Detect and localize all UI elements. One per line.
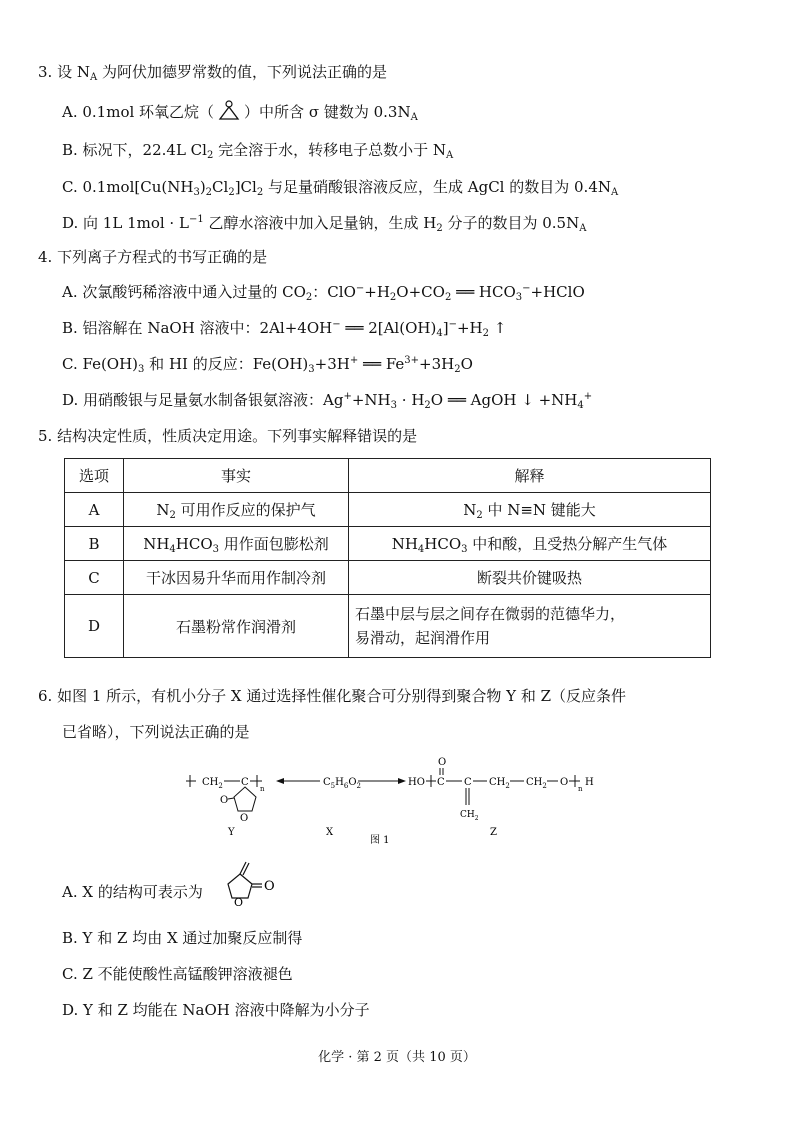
q3-option-b: B. 标况下，22.4L $Cl_2$ 完全溶于水，转移电子总数小于 $N_A$ <box>62 141 454 161</box>
header-option: 选项 <box>65 459 124 493</box>
q6-stem-line2: 已省略），下列说法正确的是 <box>62 723 250 741</box>
reaction-figure <box>180 755 600 850</box>
header-explanation: 解释 <box>349 459 711 493</box>
row-option: D <box>65 595 124 658</box>
label-y: Y <box>228 827 235 838</box>
label-z: Z <box>490 827 497 838</box>
row-explanation: $NH_4HCO_3$ 中和酸，且受热分解产生气体 <box>349 527 711 561</box>
table-row <box>65 493 711 527</box>
y-n-label: n <box>260 785 265 793</box>
row-fact: 石墨粉常作润滑剂 <box>124 595 349 658</box>
q4-option-c: C. $Fe(OH)_3$ 和 HI 的反应：$Fe(OH)_3+3H^+$ ══ $Fe^{3+}+3H_2O$ <box>62 355 473 375</box>
y-ring-o: O <box>240 813 249 824</box>
q4-option-d: D. 用硝酸银与足量氨水制备银氨溶液：$Ag^++NH_3 \cdot H_2O$ ══ AgOH ↓ $+NH_4^+$ <box>62 391 593 411</box>
q6-option-b: B. Y 和 Z 均由 X 通过加聚反应制得 <box>62 929 303 947</box>
y-c-label: C <box>241 777 249 788</box>
z-ch2-b: $CH_2$ <box>526 777 547 790</box>
row-fact: $NH_4HCO_3$ 用作面包膨松剂 <box>124 527 349 561</box>
x-carbonyl-o: O <box>264 879 275 894</box>
z-c2-label: C <box>464 777 472 788</box>
page-footer: 化学 · 第 2 页（共 10 页） <box>318 1050 476 1065</box>
z-ho-label: HO <box>408 777 425 788</box>
q6-option-c: C. Z 不能使酸性高锰酸钾溶液褪色 <box>62 965 293 983</box>
row-explanation: 断裂共价键吸热 <box>349 561 711 595</box>
row-option: A <box>65 493 124 527</box>
row-fact: $N_2$ 可用作反应的保护气 <box>124 493 349 527</box>
table-row <box>65 527 711 561</box>
table-row <box>65 561 711 595</box>
y-carbonyl-o: O <box>220 795 229 806</box>
x-structure-icon <box>218 856 278 906</box>
q6-stem-line1: 6. 如图 1 所示，有机小分子 X 通过选择性催化聚合可分别得到聚合物 Y 和 Z（反应条件 <box>38 687 627 705</box>
row-fact: 干冰因易升华而用作制冷剂 <box>124 561 349 595</box>
q6-option-d: D. Y 和 Z 均能在 NaOH 溶液中降解为小分子 <box>62 1001 370 1019</box>
label-x: X <box>326 827 334 838</box>
q4-option-a: A. 次氯酸钙稀溶液中通入过量的 $CO_2$：$ClO^-+H_2O+CO_2$ ══ $HCO_3^-+HClO$ <box>62 283 585 303</box>
q4-stem: 4. 下列离子方程式的书写正确的是 <box>38 248 268 266</box>
x-ring-o: O <box>234 896 244 906</box>
q3-option-c: C. $0.1mol[Cu(NH_3)_2Cl_2]Cl_2$ 与足量硝酸银溶液反应，生成 AgCl 的数目为 $0.4N_A$ <box>62 178 619 198</box>
q3-option-d: D. 向 1L $1mol \cdot L^{-1}$ 乙醇水溶液中加入足量钠，生成 $H_2$ 分子的数目为 $0.5N_A$ <box>62 214 587 234</box>
z-o-label: O <box>560 777 569 788</box>
table-header-row <box>65 459 711 493</box>
z-n-label: n <box>578 785 583 793</box>
z-c-label: C <box>437 777 445 788</box>
z-ch2-exo: $CH_2$ <box>460 810 479 822</box>
z-ch2-a: $CH_2$ <box>489 777 510 790</box>
row-option: C <box>65 561 124 595</box>
row-option: B <box>65 527 124 561</box>
q6-option-a: A. X 的结构可表示为 <box>62 883 203 901</box>
x-formula: $C_5H_6O_2$ <box>323 777 361 790</box>
table-row <box>65 595 711 658</box>
z-h-label: H <box>585 777 594 788</box>
z-o-top: O <box>438 757 447 768</box>
header-fact: 事实 <box>124 459 349 493</box>
q5-stem: 5. 结构决定性质，性质决定用途。下列事实解释错误的是 <box>38 427 418 445</box>
facts-table <box>64 458 711 658</box>
row-explanation: 石墨中层与层之间存在微弱的范德华力， 易滑动，起润滑作用 <box>349 595 711 658</box>
q3-option-a: A. 0.1mol 环氧乙烷（ ）中所含 σ 键数为 $0.3N_A$ <box>62 100 418 122</box>
row-explanation: $N_2$ 中 N≡N 键能大 <box>349 493 711 527</box>
q3-stem: 3. 设 $N_A$ 为阿伏加德罗常数的值，下列说法正确的是 <box>38 63 387 83</box>
y-ch2-label: $CH_2$ <box>202 777 223 790</box>
q4-option-b: B. 铝溶解在 NaOH 溶液中：2Al+4OH− ══ $2[Al(OH)_4]^-+H_2$ ↑ <box>62 319 507 339</box>
epoxide-ring-icon <box>214 100 244 122</box>
figure-caption: 图 1 <box>370 835 390 846</box>
